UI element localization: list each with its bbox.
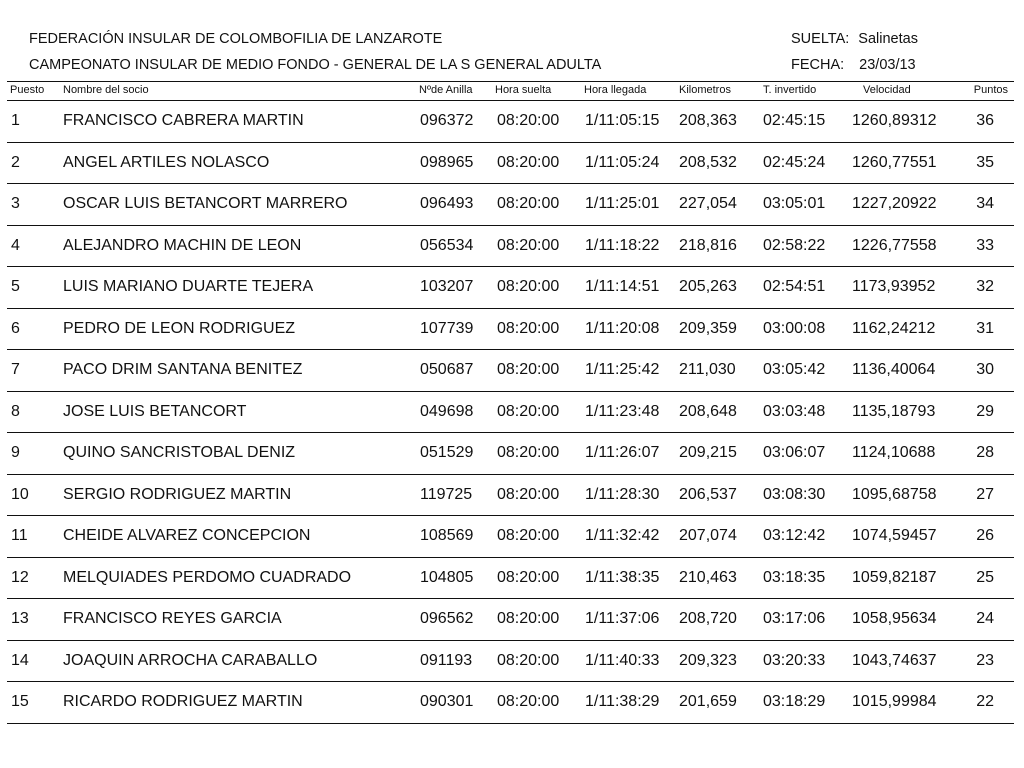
cell-kilometers: 205,263 — [679, 278, 737, 295]
cell-points: 30 — [976, 361, 994, 378]
cell-speed: 1058,95634 — [852, 610, 937, 627]
cell-member-name: LUIS MARIANO DUARTE TEJERA — [63, 278, 314, 295]
cell-position: 5 — [11, 278, 20, 295]
cell-time-taken: 03:05:42 — [763, 361, 826, 378]
col-header-ring-number: Nºde Anilla — [419, 84, 473, 96]
cell-arrival-time: 1/11:38:29 — [585, 693, 660, 710]
cell-speed: 1136,40064 — [852, 361, 936, 378]
table-row — [7, 558, 1014, 600]
cell-points: 28 — [976, 444, 994, 461]
table-row — [7, 433, 1014, 475]
cell-kilometers: 211,030 — [679, 361, 736, 378]
cell-ring-number: 090301 — [420, 693, 474, 710]
release-info — [791, 31, 918, 47]
table-row — [7, 226, 1014, 268]
cell-ring-number: 098965 — [420, 153, 474, 171]
release-label: SUELTA: — [791, 31, 850, 47]
cell-member-name: CHEIDE ALVAREZ CONCEPCION — [63, 527, 311, 544]
cell-speed: 1059,82187 — [852, 568, 937, 586]
cell-position: 1 — [11, 112, 20, 129]
table-header-row — [7, 81, 1014, 101]
col-header-points: Puntos — [973, 84, 1008, 96]
cell-ring-number: 051529 — [420, 444, 474, 461]
cell-position: 12 — [11, 568, 29, 586]
col-header-position: Puesto — [10, 84, 45, 96]
cell-speed: 1043,74637 — [852, 651, 937, 669]
col-header-speed: Velocidad — [863, 84, 911, 96]
cell-kilometers: 207,074 — [679, 527, 737, 544]
cell-release-time: 08:20:00 — [497, 444, 560, 461]
cell-ring-number: 091193 — [420, 651, 473, 669]
cell-kilometers: 206,537 — [679, 485, 737, 503]
cell-points: 27 — [976, 485, 994, 503]
table-row — [7, 309, 1014, 351]
cell-time-taken: 03:00:08 — [763, 319, 826, 337]
cell-ring-number: 096372 — [420, 112, 474, 129]
cell-points: 33 — [976, 236, 994, 254]
cell-kilometers: 208,648 — [679, 402, 737, 420]
cell-kilometers: 227,054 — [679, 195, 737, 212]
cell-kilometers: 201,659 — [679, 693, 737, 710]
cell-speed: 1135,18793 — [852, 402, 936, 420]
cell-time-taken: 03:20:33 — [763, 651, 826, 669]
cell-points: 23 — [976, 651, 994, 669]
table-row — [7, 101, 1014, 143]
table-row — [7, 350, 1014, 392]
cell-points: 31 — [976, 319, 994, 337]
cell-release-time: 08:20:00 — [497, 153, 560, 171]
cell-ring-number: 107739 — [420, 319, 474, 337]
cell-arrival-time: 1/11:26:07 — [585, 444, 660, 461]
cell-speed: 1227,20922 — [852, 195, 937, 212]
table-row — [7, 599, 1014, 641]
cell-time-taken: 03:06:07 — [763, 444, 826, 461]
cell-time-taken: 02:58:22 — [763, 236, 826, 254]
cell-position: 13 — [11, 610, 29, 627]
cell-speed: 1015,99984 — [852, 693, 937, 710]
cell-ring-number: 056534 — [420, 236, 474, 254]
table-row — [7, 143, 1014, 185]
cell-position: 6 — [11, 319, 20, 337]
cell-speed: 1074,59457 — [852, 527, 937, 544]
cell-speed: 1124,10688 — [852, 444, 936, 461]
cell-points: 25 — [976, 568, 994, 586]
cell-arrival-time: 1/11:14:51 — [585, 278, 660, 295]
cell-points: 35 — [976, 153, 994, 171]
table-row — [7, 641, 1014, 683]
cell-position: 7 — [11, 361, 20, 378]
cell-member-name: FRANCISCO CABRERA MARTIN — [63, 112, 304, 129]
cell-points: 24 — [976, 610, 994, 627]
cell-points: 34 — [976, 195, 994, 212]
col-header-member-name: Nombre del socio — [63, 84, 149, 96]
col-header-time-taken: T. invertido — [763, 84, 817, 96]
results-table — [7, 81, 1014, 724]
table-row — [7, 392, 1014, 434]
cell-arrival-time: 1/11:28:30 — [585, 485, 660, 503]
cell-position: 15 — [11, 693, 29, 710]
cell-position: 2 — [11, 153, 20, 171]
release-value: Salinetas — [858, 31, 918, 47]
cell-kilometers: 208,532 — [679, 153, 737, 171]
table-row — [7, 267, 1014, 309]
cell-member-name: OSCAR LUIS BETANCORT MARRERO — [63, 195, 348, 212]
date-value: 23/03/13 — [859, 57, 916, 73]
cell-position: 9 — [11, 444, 20, 461]
cell-speed: 1226,77558 — [852, 236, 937, 254]
cell-arrival-time: 1/11:05:24 — [585, 153, 660, 171]
cell-time-taken: 02:45:24 — [763, 153, 826, 171]
cell-speed: 1173,93952 — [852, 278, 936, 295]
cell-release-time: 08:20:00 — [497, 485, 560, 503]
cell-time-taken: 03:17:06 — [763, 610, 826, 627]
cell-ring-number: 104805 — [420, 568, 474, 586]
cell-points: 32 — [976, 278, 994, 295]
cell-member-name: FRANCISCO REYES GARCIA — [63, 610, 282, 627]
cell-arrival-time: 1/11:23:48 — [585, 402, 660, 420]
cell-speed: 1260,77551 — [852, 153, 937, 171]
cell-release-time: 08:20:00 — [497, 527, 560, 544]
federation-title: FEDERACIÓN INSULAR DE COLOMBOFILIA DE LANZAROTE — [29, 31, 443, 47]
cell-points: 36 — [976, 112, 994, 129]
col-header-kilometers: Kilometros — [679, 84, 731, 96]
cell-ring-number: 096493 — [420, 195, 474, 212]
cell-time-taken: 03:05:01 — [763, 195, 826, 212]
cell-member-name: JOAQUIN ARROCHA CARABALLO — [63, 651, 318, 669]
cell-arrival-time: 1/11:05:15 — [585, 112, 660, 129]
cell-position: 8 — [11, 402, 20, 420]
cell-time-taken: 02:45:15 — [763, 112, 826, 129]
cell-release-time: 08:20:00 — [497, 610, 560, 627]
cell-arrival-time: 1/11:37:06 — [585, 610, 660, 627]
cell-time-taken: 02:54:51 — [763, 278, 826, 295]
table-row — [7, 184, 1014, 226]
cell-kilometers: 218,816 — [679, 236, 737, 254]
cell-release-time: 08:20:00 — [497, 278, 560, 295]
date-info — [791, 57, 916, 73]
cell-release-time: 08:20:00 — [497, 651, 560, 669]
cell-member-name: ANGEL ARTILES NOLASCO — [63, 153, 270, 171]
cell-release-time: 08:20:00 — [497, 236, 560, 254]
cell-release-time: 08:20:00 — [497, 112, 560, 129]
cell-kilometers: 208,363 — [679, 112, 737, 129]
cell-release-time: 08:20:00 — [497, 568, 560, 586]
cell-ring-number: 050687 — [420, 361, 474, 378]
cell-speed: 1095,68758 — [852, 485, 937, 503]
cell-arrival-time: 1/11:25:01 — [585, 195, 660, 212]
cell-kilometers: 209,323 — [679, 651, 737, 669]
table-row — [7, 516, 1014, 558]
cell-arrival-time: 1/11:20:08 — [585, 319, 660, 337]
cell-time-taken: 03:03:48 — [763, 402, 826, 420]
cell-member-name: ALEJANDRO MACHIN DE LEON — [63, 236, 302, 254]
cell-kilometers: 208,720 — [679, 610, 737, 627]
cell-points: 29 — [976, 402, 994, 420]
cell-member-name: PACO DRIM SANTANA BENITEZ — [63, 361, 303, 378]
cell-position: 3 — [11, 195, 20, 212]
cell-time-taken: 03:08:30 — [763, 485, 826, 503]
cell-speed: 1260,89312 — [852, 112, 937, 129]
cell-points: 22 — [976, 693, 994, 710]
cell-ring-number: 103207 — [420, 278, 474, 295]
cell-time-taken: 03:18:29 — [763, 693, 826, 710]
cell-arrival-time: 1/11:32:42 — [585, 527, 660, 544]
championship-title: CAMPEONATO INSULAR DE MEDIO FONDO - GENERAL DE LA S GENERAL ADULTA — [29, 57, 602, 73]
cell-release-time: 08:20:00 — [497, 195, 560, 212]
col-header-release-time: Hora suelta — [495, 84, 552, 96]
cell-speed: 1162,24212 — [852, 319, 936, 337]
cell-arrival-time: 1/11:25:42 — [585, 361, 660, 378]
cell-member-name: JOSE LUIS BETANCORT — [63, 402, 247, 420]
cell-time-taken: 03:18:35 — [763, 568, 826, 586]
cell-position: 4 — [11, 236, 20, 254]
table-row — [7, 475, 1014, 517]
cell-arrival-time: 1/11:40:33 — [585, 651, 660, 669]
cell-kilometers: 210,463 — [679, 568, 737, 586]
cell-member-name: QUINO SANCRISTOBAL DENIZ — [63, 444, 296, 461]
cell-release-time: 08:20:00 — [497, 319, 560, 337]
cell-time-taken: 03:12:42 — [763, 527, 826, 544]
cell-ring-number: 108569 — [420, 527, 474, 544]
cell-kilometers: 209,359 — [679, 319, 737, 337]
cell-position: 10 — [11, 485, 29, 503]
cell-member-name: SERGIO RODRIGUEZ MARTIN — [63, 485, 292, 503]
cell-release-time: 08:20:00 — [497, 361, 560, 378]
cell-ring-number: 049698 — [420, 402, 474, 420]
col-header-arrival-time: Hora llegada — [584, 84, 647, 96]
cell-kilometers: 209,215 — [679, 444, 737, 461]
table-row — [7, 682, 1014, 724]
cell-member-name: PEDRO DE LEON RODRIGUEZ — [63, 319, 296, 337]
cell-member-name: MELQUIADES PERDOMO CUADRADO — [63, 568, 352, 586]
cell-release-time: 08:20:00 — [497, 402, 560, 420]
cell-ring-number: 119725 — [420, 485, 473, 503]
cell-release-time: 08:20:00 — [497, 693, 560, 710]
cell-arrival-time: 1/11:18:22 — [585, 236, 660, 254]
table-body — [7, 101, 1014, 724]
date-label: FECHA: — [791, 57, 845, 73]
cell-points: 26 — [976, 527, 994, 544]
cell-member-name: RICARDO RODRIGUEZ MARTIN — [63, 693, 303, 710]
cell-arrival-time: 1/11:38:35 — [585, 568, 660, 586]
cell-position: 11 — [11, 527, 28, 544]
cell-position: 14 — [11, 651, 29, 669]
cell-ring-number: 096562 — [420, 610, 474, 627]
